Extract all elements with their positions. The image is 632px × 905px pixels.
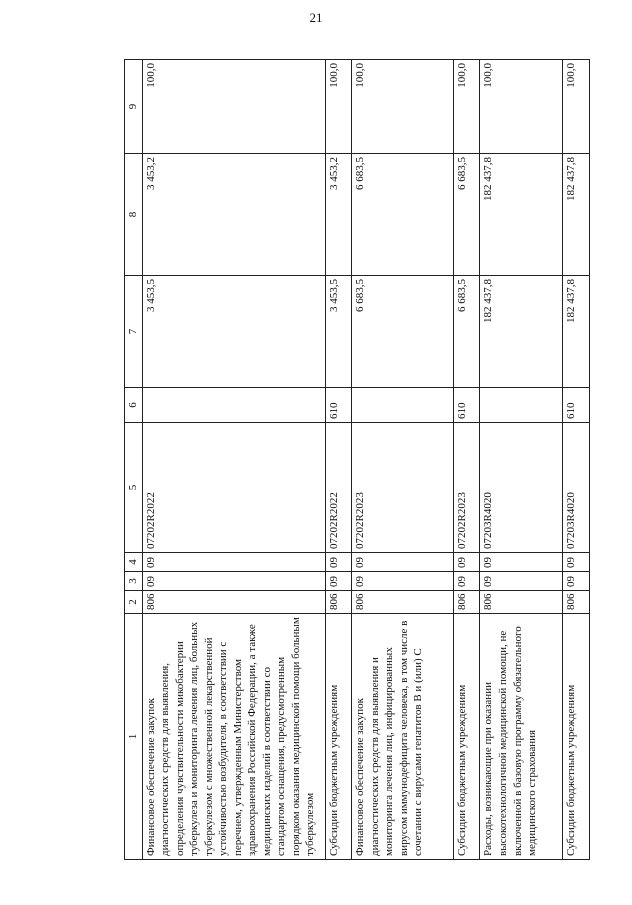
cell-c9: 100,0 (352, 60, 453, 154)
header-cell: 1 (125, 614, 143, 860)
cell-c4: 09 (142, 553, 325, 572)
cell-c4: 09 (480, 553, 563, 572)
cell-c2: 806 (480, 591, 563, 614)
header-cell: 7 (125, 276, 143, 388)
page-number: 21 (309, 10, 323, 25)
header-cell: 3 (125, 572, 143, 591)
row-name-cell: Финансовое обеспечение закупок диагностических средств для выявления, определения чувствительности микобактерии туберкулеза и мониторинга лечения лиц, больных туберкулезом с множественной лекарственной устойчивостью возбудителя, в соответствии с перечнем, утвержденным Министерством здравоохранения Российской Федерации, а также медицинских изделий в соответствии со стандартом оснащения, предусмотренным порядком оказания медицинской помощи больным туберкулезом (142, 614, 325, 860)
cell-c7: 3 453,5 (325, 276, 352, 388)
table-row (453, 60, 480, 860)
header-cell: 8 (125, 154, 143, 276)
header-row (125, 60, 143, 860)
cell-c3: 09 (142, 572, 325, 591)
table-row (563, 60, 590, 860)
cell-c2: 806 (453, 591, 480, 614)
cell-c3: 09 (480, 572, 563, 591)
cell-c4: 09 (352, 553, 453, 572)
cell-c2: 806 (325, 591, 352, 614)
header-cell: 9 (125, 60, 143, 154)
cell-c9: 100,0 (480, 60, 563, 154)
header-cell: 2 (125, 591, 143, 614)
table-row (325, 60, 352, 860)
row-name-cell: Субсидии бюджетным учреждениям (563, 614, 590, 860)
cell-c7: 6 683,5 (453, 276, 480, 388)
cell-c9: 100,0 (142, 60, 325, 154)
cell-c6: 610 (453, 388, 480, 423)
budget-table (124, 59, 590, 860)
cell-c9: 100,0 (325, 60, 352, 154)
cell-c6: 610 (563, 388, 590, 423)
cell-c7: 182 437,8 (563, 276, 590, 388)
header-cell: 6 (125, 388, 143, 423)
cell-c2: 806 (142, 591, 325, 614)
cell-c7: 182 437,8 (480, 276, 563, 388)
row-name-cell: Субсидии бюджетным учреждениям (325, 614, 352, 860)
cell-c8: 182 437,8 (480, 154, 563, 276)
cell-c5: 07203R4020 (563, 423, 590, 553)
cell-c5: 07202R2022 (325, 423, 352, 553)
cell-c4: 09 (563, 553, 590, 572)
cell-c8: 3 453,2 (142, 154, 325, 276)
cell-c5: 07202R2023 (352, 423, 453, 553)
cell-c2: 806 (563, 591, 590, 614)
cell-c3: 09 (453, 572, 480, 591)
header-cell: 4 (125, 553, 143, 572)
cell-c9: 100,0 (453, 60, 480, 154)
cell-c6: 610 (325, 388, 352, 423)
table-row (142, 60, 325, 860)
row-name-cell: Субсидии бюджетным учреждениям (453, 614, 480, 860)
row-name-cell: Расходы, возникающие при оказании высокотехнологичной медицинской помощи, не включенной в базовую программу обязательного медицинского страхования (480, 614, 563, 860)
cell-c4: 09 (453, 553, 480, 572)
table-row (352, 60, 453, 860)
cell-c3: 09 (325, 572, 352, 591)
rotated-table-frame (124, 60, 590, 860)
cell-c2: 806 (352, 591, 453, 614)
cell-c7: 3 453,5 (142, 276, 325, 388)
cell-c8: 6 683,5 (453, 154, 480, 276)
cell-c8: 3 453,2 (325, 154, 352, 276)
row-name-cell: Финансовое обеспечение закупок диагностических средств для выявления и мониторинга лечения лиц, инфицированных вирусом иммунодефицита человека, в том числе в сочетании с вирусами гепатитов В и (или) С (352, 614, 453, 860)
cell-c4: 09 (325, 553, 352, 572)
cell-c5: 07202R2022 (142, 423, 325, 553)
cell-c8: 6 683,5 (352, 154, 453, 276)
rotated-table-container (124, 60, 590, 860)
cell-c6 (480, 388, 563, 423)
cell-c6 (352, 388, 453, 423)
cell-c5: 07202R2023 (453, 423, 480, 553)
table-row (480, 60, 563, 860)
header-cell: 5 (125, 423, 143, 553)
cell-c5: 07203R4020 (480, 423, 563, 553)
cell-c7: 6 683,5 (352, 276, 453, 388)
cell-c3: 09 (563, 572, 590, 591)
cell-c8: 182 437,8 (563, 154, 590, 276)
cell-c3: 09 (352, 572, 453, 591)
cell-c6 (142, 388, 325, 423)
cell-c9: 100,0 (563, 60, 590, 154)
